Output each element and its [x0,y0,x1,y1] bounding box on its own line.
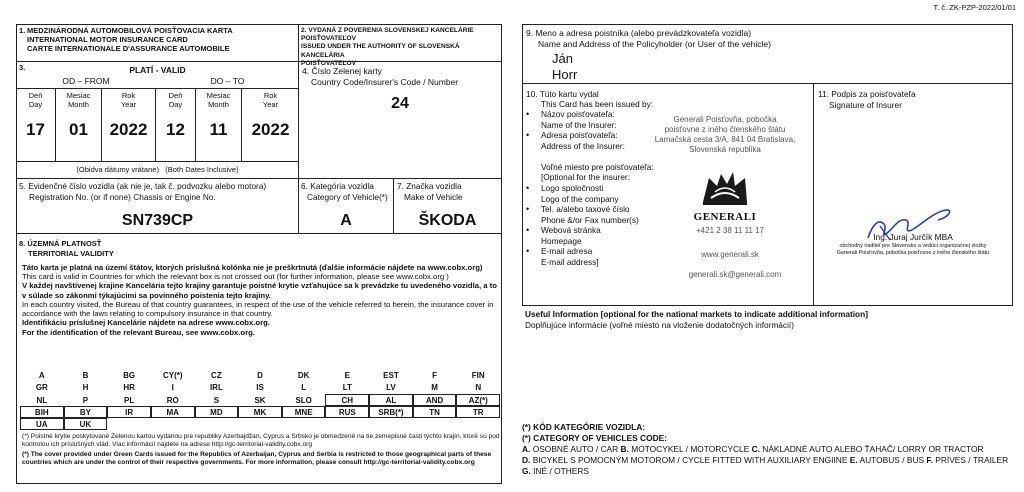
vehicle-category-codes [522,422,1018,477]
vehicle-category: A [340,212,352,229]
code-desc: INÉ / OTHERS [530,465,590,476]
date-col-to-month [196,88,242,162]
free-space-label-sk: Voľné miesto pre poisťovateľa: [541,162,654,173]
country-code: BG [123,371,136,380]
logo-row [526,183,654,194]
country-code: FIN [471,371,485,380]
country-code: CY(*) [162,371,183,380]
country-code: S [213,395,220,405]
phone-label-sk: Tel. a/alebo taxové číslo [541,203,630,214]
date-value: 11 [209,119,228,139]
generali-logo [680,168,770,224]
insurer-address-row [526,130,654,141]
country-code: EST [383,371,399,380]
logo-wordmark: GENERALI [693,210,757,223]
bullet-icon: • [526,130,530,141]
section-5-label-en: Registration No. (or if none) Chassis or Engine No. [29,192,216,202]
insurer-name-line: poisťovne z iného členského štátu [664,125,786,134]
validity-dates [16,88,299,162]
web-label-sk: Webová stránka [541,224,601,235]
country-code: RUS [325,406,369,418]
insurer-phone: +421 2 38 11 11 17 [696,226,764,235]
date-value: 2022 [109,119,148,139]
country-code: PL [123,395,135,405]
date-col-label: Day [28,99,43,109]
section-1-line: INTERNATIONAL MOTOR INSURANCE CARD [27,34,188,44]
logo-label-en: Logo of the company [541,193,619,204]
reference-code: T. č. ZK-PZP-2022/01/01 [933,3,1016,12]
section-1-line: MEDZINÁRODNÁ AUTOMOBILOVÁ POISŤOVACIA KARTA [27,26,233,35]
code-letter: A. [522,443,531,454]
code-letter: F. [926,454,933,465]
country-row [20,406,500,418]
insurer-name-row [526,109,654,120]
lion-icon [697,168,753,208]
date-value: 01 [69,119,88,139]
country-code: B [82,371,89,380]
date-col-label: Month [208,99,229,109]
country-code: P [82,395,89,405]
section-9-label-sk: 9. Meno a adresa poistníka (alebo prevádzkovateľa vozidla) [526,28,752,38]
country-code: SLO [295,395,312,405]
country-code: A [38,371,45,380]
date-col-label: Year [120,99,137,109]
validity-p2-en: In each country visited, the Bureau of that country guarantees, in respect of the use of the vehicle referred to herein, the insurance cover in accordance with the laws relating to compulsory insurance in that country. [22,299,494,319]
logo-label-sk: Logo spoločnosti [541,182,604,193]
section-11-label-en: Signature of Insurer [829,100,902,110]
insurer-address-label-en: Address of the Insurer: [541,141,625,152]
country-code: HR [123,383,135,393]
country-code: BIH [20,406,64,418]
code-letter: G. [522,465,531,476]
country-code: L [301,383,307,393]
code-letter: D. [522,454,531,465]
section-2-line: POISŤOVATEĽOV [301,59,357,67]
code-desc: PRÍVES / TRAILER [932,454,1009,465]
country-code: AZ(*) [456,394,500,406]
date-col-label: Day [168,99,183,109]
country-code: IR [107,406,151,418]
codes-title-sk: (*) KÓD KATEGÓRIE VOZIDLA: [522,422,646,432]
free-space-label-en: [Optional for the insurer: [541,172,631,183]
validity-p3-en: For the identification of the relevant Bureau, see www.cobx.org. [22,327,255,337]
country-code: IS [256,383,264,393]
dates-note-en: (Both Dates Inclusive) [165,165,239,174]
insurer-name-label-en: Name of the Insurer: [541,120,617,131]
country-code: MK [238,406,282,418]
dates-note-sk: (Obidva dátumy vrátane) [76,165,159,174]
country-row [20,381,500,393]
date-col-label: Rok [121,91,136,100]
footnotes [22,433,500,467]
country-code: TR [456,406,500,418]
code-letter: C. [751,443,760,454]
codes-line [522,455,1018,466]
insurer-address-label-sk: Adresa poisťovateľa: [541,130,618,141]
policyholder-name-line2: Horr [552,67,578,82]
email-label-sk: E-mail adresa [541,245,593,256]
section-1 [19,27,297,54]
email-label-en: E-mail address] [541,256,599,267]
country-row [20,369,500,381]
country-code: IRL [209,383,223,393]
section-3-title: PLATÍ - VALID [129,65,186,75]
code-letter: E. [849,454,858,465]
country-code: I [171,383,174,393]
registration-number: SN739CP [121,212,194,229]
date-col-to-year [242,88,299,162]
validity-p1-sk: Táto karta je platná na území štátov, ktorých príslušná kolónka nie je preškrtnutá (ďalšie informácie nájdete na www.cobx.org) [22,263,483,272]
insurer-address-line: Lamačská cesta 3/A, 841 04 Bratislava, [654,135,796,144]
country-grid [20,369,500,430]
territorial-validity-text [22,263,500,337]
date-col-label: Month [68,99,89,109]
country-code: BY [64,406,108,418]
useful-info-en: Useful Information [optional for the national markets to indicate additional information] [525,309,868,319]
section-10 [526,89,654,267]
section-5-label-sk: 5. Evidenčné číslo vozidla (ak nie je, tak č. podvozku alebo motora) [19,181,267,191]
bullet-icon: • [526,109,530,120]
insurer-name-value [640,115,810,155]
web-label-en: Homepage [541,235,582,246]
country-row [20,394,500,406]
country-code: D [257,371,263,380]
codes-title-en: (*) CATEGORY OF VEHICLES CODE: [522,432,668,443]
section-1-line: CARTE INTERNATIONALE D'ASSURANCE AUTOMOBILE [27,43,230,53]
email-row [526,246,654,257]
country-code: CH [325,394,369,406]
bullet-icon: • [526,245,530,256]
bullet-icon: • [526,203,530,214]
section-2-number: 2. [301,27,307,34]
date-col-label: Year [262,99,279,109]
validity-p1-en: This card is valid in Countries for which the relevant box is not crossed out (for further information, please see www.cobx.org ) [22,272,449,282]
section-11-label-sk: 11. Podpis za poisťovateľa [818,89,916,99]
country-code: E [344,371,350,380]
section-8-title-sk: 8. ÚZEMNÁ PLATNOSŤ [19,239,102,248]
code-desc: BICYKEL S POMOCNÝM MOTOROM / CYCLE FITTED WITH AUXILIARY ENGIINE [530,454,850,465]
date-value: 12 [166,119,185,139]
section-4-label-en: Country Code/Insurer's Code / Number [311,77,459,87]
country-code: MA [151,406,195,418]
insurer-email: generali.sk@generali.com [688,270,782,279]
section-9-label-en: Name and Address of the Policyholder (or User of the vehicle) [538,39,771,49]
insurer-name-label-sk: Názov poisťovateľa: [541,109,615,120]
validity-p3-sk: Identifikáciu príslušnej Kancelárie nájdete na adrese www.cobx.org. [22,318,270,328]
green-card-number: 24 [391,95,409,112]
section-10-label-sk: 10. Túto kartu vydal [526,89,599,99]
useful-info-sk: Doplňujúce informácie (voľné miesto na vloženie dodatočných informácií) [525,320,794,330]
section-8-title-en: TERRITORIAL VALIDITY [28,249,114,258]
bullet-icon: • [526,224,530,235]
country-code: TN [413,406,457,418]
vehicle-make: ŠKODA [418,212,477,229]
code-desc: NÁKLADNÉ AUTO ALEBO ŤAHAČ/ LORRY OR TRACTOR [759,443,984,454]
date-col-label: Rok [263,91,278,100]
date-col-label: Mesiac [206,91,231,100]
country-code: MD [195,406,239,418]
signer-role-line: Generali Poisťovňa, pobočka poisťovne z iného členského štátu [836,249,990,256]
date-col-label: Mesiac [66,91,91,100]
section-10-label-en: This Card has been issued by: [541,99,654,110]
date-col-label: Deň [28,91,43,100]
date-col-from-day [16,88,56,162]
dates-inclusive-note [16,166,299,175]
code-desc: MOTOCYKEL / MOTORCYCLE [628,443,752,454]
bullet-icon: • [526,182,530,193]
section-2-line: VYDANÁ Z POVERENIA SLOVENSKEJ KANCELÁRIE POISŤOVATEĽOV [301,27,474,43]
code-desc: AUTOBUS / BUS [857,454,927,465]
country-code: UK [64,418,108,430]
section-6-label-en: Category of Vehicle(*) [307,192,388,202]
codes-line [522,466,1018,477]
signer-role [815,243,1011,257]
code-desc: OSOBNÉ AUTO / CAR [530,443,621,454]
phone-row [526,204,654,215]
section-2-line: ISSUED UNDER THE AUTHORITY OF SLOVENSKÁ KANCELÁRIA [301,43,460,59]
section-1-number: 1. [19,26,26,35]
section-7-label-sk: 7. Značka vozidla [397,181,462,191]
section-7-label-en: Make of Vehicle [404,192,463,202]
phone-label-en: Phone &/or Fax number(s) [541,214,639,225]
country-code: SK [254,395,266,405]
country-code: SRB(*) [369,406,413,418]
section-4-label-sk: 4. Číslo Zelenej karty [302,66,382,76]
country-code: N [475,383,482,393]
section-3-number: 3. [19,63,26,72]
country-code: NL [36,395,48,405]
validity-p2-sk: V každej navštívenej krajine Kancelária tejto krajiny garantuje poistné krytie vzťahujúce sa k prevádzke tu uvedeného vozidla, a to v súlade so zákonmi týkajúcimi sa povinného poistenia tejto krajiny. [22,281,497,300]
country-code: F [432,371,438,380]
section-6-label-sk: 6. Kategória vozidla [301,181,374,191]
country-code: MNE [282,406,326,418]
policyholder-name-line1: Ján [552,51,573,66]
web-row [526,225,654,236]
footnote-en: (*) The cover provided under Green Cards issued for the Republics of Azerbaijan, Cyprus and Serbia is restricted to those geographical parts of these countries which are under the control of their respective governments. For more information, please consult http://gc-territorial-validity.cobx.org [22,450,492,466]
country-code: AL [369,394,413,406]
country-code: M [431,383,438,393]
date-col-from-month [56,88,102,162]
date-col-label: Deň [168,91,183,100]
signer-role-line: obchodný riaditeľ pre Slovensko a vedúci organizačnej zložky [839,243,987,249]
insurer-address-line: Slovenská republika [689,145,761,154]
section-11-box [813,83,1013,306]
footnote-sk: (*) Poistné krytie poskytované Zelenou kartou vydanou pre republiky Azerbajdžan, Cyprus a Srbsko je obmedzené na tie zemepisné časti týchto krajín, ktoré sú pod kontrolou ich príslušných vlád. Viac informácií nájdete na adrese http://gc-territorial-validity.cobx.org [22,433,500,448]
valid-from-label: OD – FROM [62,76,110,86]
country-code: LV [386,383,396,393]
country-code: RO [166,395,179,405]
insurer-name-line: Generali Poisťovňa, pobočka [673,115,777,124]
codes-line [522,444,1018,455]
insurer-website: www.generali.sk [701,250,759,259]
country-code: UA [20,418,64,430]
country-row [20,418,500,430]
country-code: H [82,383,89,393]
valid-to-label: DO – TO [210,76,245,86]
date-value: 17 [26,119,45,139]
country-code: GR [35,383,48,393]
date-value: 2022 [251,119,290,139]
country-code: CZ [211,371,222,380]
date-col-from-year [102,88,156,162]
code-letter: B. [620,443,629,454]
country-code: LT [342,383,352,393]
country-code: AND [413,394,457,406]
country-code: DK [297,371,310,380]
date-col-to-day [156,88,196,162]
signer-name: Ing. Juraj Jurčík MBA [873,232,953,242]
